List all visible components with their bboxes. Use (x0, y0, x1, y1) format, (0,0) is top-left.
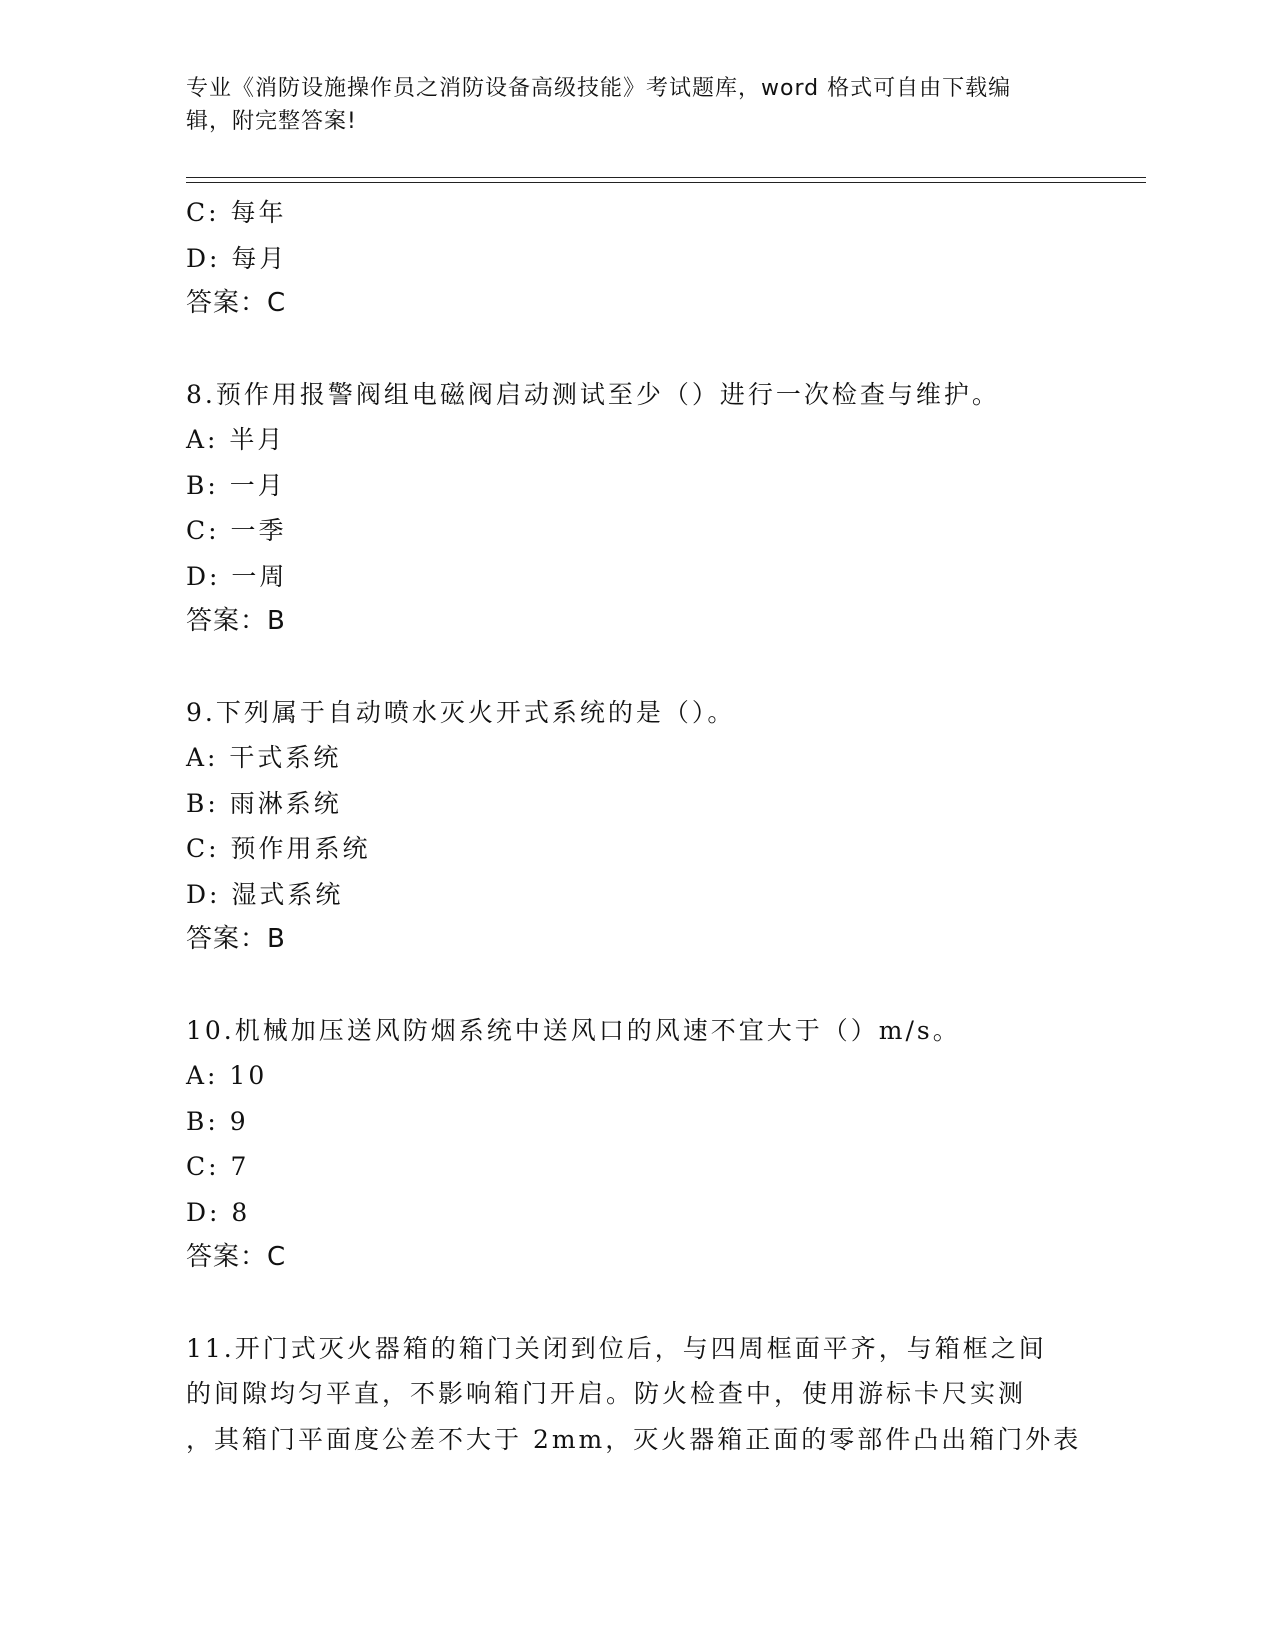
option-d: D: 一周 (186, 561, 288, 591)
option-c: C: 7 (186, 1152, 250, 1181)
spacer (186, 963, 1086, 1008)
spacer (186, 645, 1086, 690)
header-divider (186, 177, 1146, 178)
question-10 (186, 1008, 1086, 1281)
answer: 答案：B (186, 606, 286, 636)
option-a: A: 半月 (186, 425, 286, 454)
option-a: A: 干式系统 (186, 743, 342, 772)
header-line-1: 专业《消防设施操作员之消防设备高级技能》考试题库，word 格式可自由下载编 (186, 76, 1012, 101)
option-c: C: 预作用系统 (186, 834, 371, 863)
question-8 (186, 372, 1086, 645)
question-11 (186, 1326, 1086, 1463)
option-c: C: 每年 (186, 198, 287, 227)
answer: 答案：B (186, 924, 286, 954)
spacer (186, 327, 1086, 372)
question-stem-line: 的间隙均匀平直，不影响箱门开启。防火检查中，使用游标卡尺实测 (186, 1379, 1027, 1408)
question-stem: 8.预作用报警阀组电磁阀启动测试至少（）进行一次检查与维护。 (186, 379, 1000, 409)
header-divider-secondary (186, 182, 1146, 183)
option-c: C: 一季 (186, 516, 287, 545)
document-header (186, 72, 1066, 138)
question-7-tail (186, 190, 1086, 327)
question-stem-line: 11.开门式灭火器箱的箱门关闭到位后，与四周框面平齐，与箱框之间 (186, 1333, 1047, 1363)
question-stem: 9.下列属于自动喷水灭火开式系统的是（）。 (186, 697, 736, 727)
answer: 答案：C (186, 288, 287, 318)
option-d: D: 湿式系统 (186, 879, 344, 909)
option-d: D: 8 (186, 1197, 251, 1227)
option-b: B: 一月 (186, 470, 286, 500)
option-a: A: 10 (186, 1061, 268, 1090)
question-9 (186, 690, 1086, 963)
answer: 答案：C (186, 1242, 287, 1272)
option-d: D: 每月 (186, 243, 288, 273)
question-stem-line: ，其箱门平面度公差不大于 2mm，灭火器箱正面的零部件凸出箱门外表 (186, 1424, 1082, 1454)
question-list (186, 190, 1086, 1462)
option-b: B: 9 (186, 1106, 249, 1136)
header-line-2: 辑，附完整答案! (186, 109, 357, 134)
spacer (186, 1281, 1086, 1326)
question-stem: 10.机械加压送风防烟系统中送风口的风速不宜大于（）m/s。 (186, 1015, 961, 1045)
option-b: B: 雨淋系统 (186, 788, 342, 818)
